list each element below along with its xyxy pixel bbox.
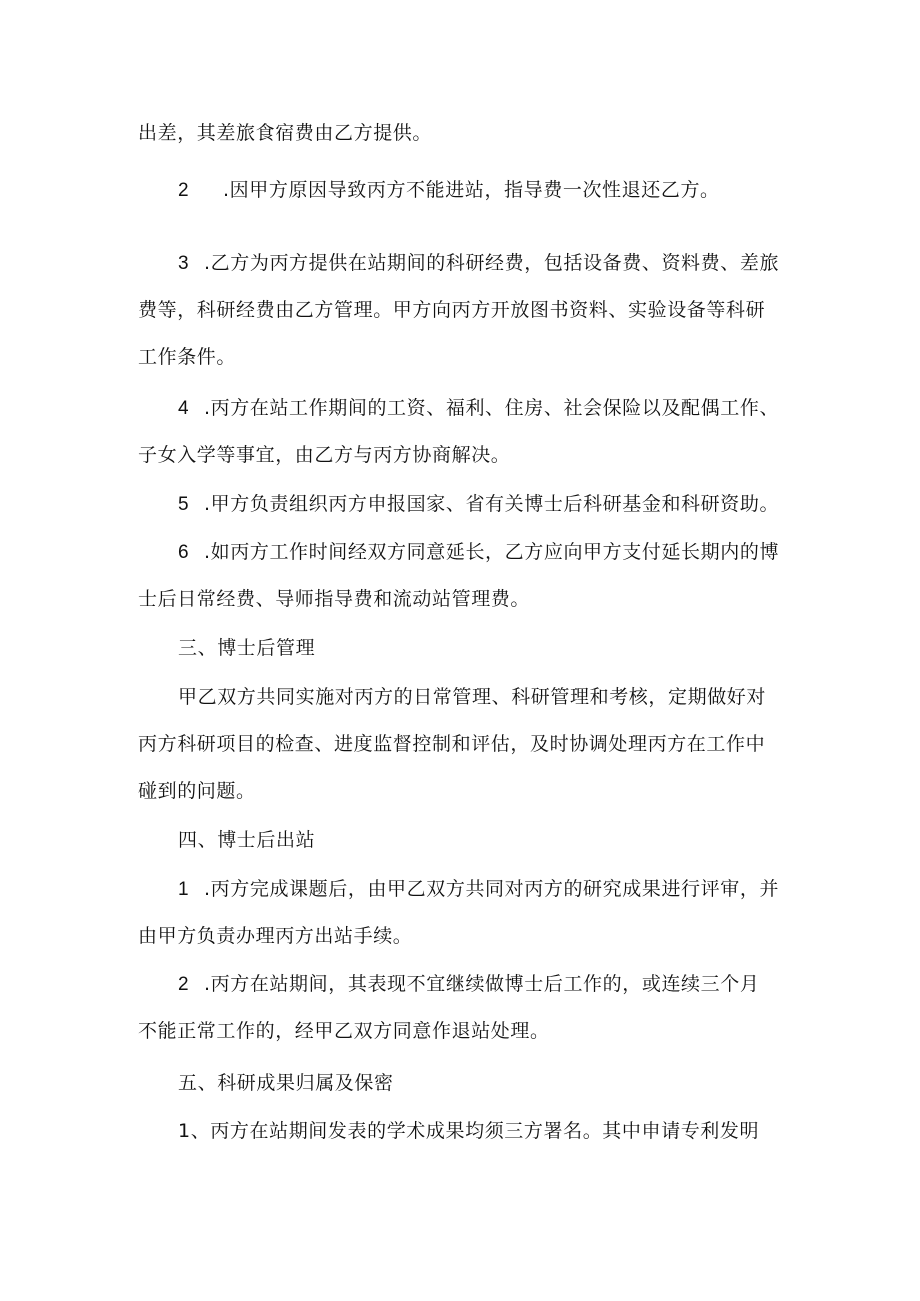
paragraph-line (138, 442, 798, 468)
list-number: 1 (178, 879, 190, 900)
line-text: 丙方科研项目的检查、进度监督控制和评估，及时协调处理丙方在工作中 (138, 733, 766, 755)
list-number: 2 (178, 974, 190, 995)
line-text: .如丙方工作时间经双方同意延长，乙方应向甲方支付延长期内的博 (204, 541, 780, 563)
line-text: 由甲方负责办理丙方出站手续。 (138, 925, 413, 947)
line-text: .丙方在站期间，其表现不宜继续做博士后工作的，或连续三个月 (204, 973, 760, 995)
line-text: .甲方负责组织丙方申报国家、省有关博士后科研基金和科研资助。 (204, 493, 780, 515)
line-text: .丙方完成课题后，由甲乙双方共同对丙方的研究成果进行评审，并 (204, 878, 780, 900)
line-text: 出差，其差旅食宿费由乙方提供。 (138, 122, 433, 144)
line-text: .因甲方原因导致丙方不能进站，指导费一次性退还乙方。 (223, 179, 720, 201)
list-number: 6 (178, 542, 190, 563)
line-text: 不能正常工作的，经甲乙双方同意作退站处理。 (138, 1020, 550, 1042)
paragraph-line (138, 1018, 798, 1044)
line-text: 工作条件。 (138, 346, 237, 368)
list-number: 2 (178, 180, 190, 201)
paragraph-line (138, 731, 798, 757)
line-text: 1、丙方在站期间发表的学术成果均须三方署名。其中申请专利发明 (178, 1120, 760, 1142)
section-heading-5 (178, 1070, 838, 1096)
paragraph-line (138, 120, 798, 146)
list-number: 3 (178, 253, 190, 274)
line-text: .乙方为丙方提供在站期间的科研经费，包括设备费、资料费、差旅 (204, 252, 780, 274)
line-text: 士后日常经费、导师指导费和流动站管理费。 (138, 588, 531, 610)
paragraph-line (138, 923, 798, 949)
list-number: 4 (178, 398, 190, 419)
list-item-6 (178, 539, 838, 566)
list-item-1 (178, 876, 838, 903)
list-item-4 (178, 395, 838, 422)
paragraph-line (138, 586, 798, 612)
section-heading-text: 五、科研成果归属及保密 (178, 1072, 394, 1094)
list-item-5 (178, 491, 838, 518)
list-item-3 (178, 250, 838, 277)
list-item-2 (178, 177, 838, 204)
list-item-2b (178, 971, 838, 998)
line-text: 子女入学等事宜，由乙方与丙方协商解决。 (138, 444, 511, 466)
paragraph-line (138, 778, 798, 804)
line-text: .丙方在站工作期间的工资、福利、住房、社会保险以及配偶工作、 (204, 397, 780, 419)
paragraph-line (178, 1118, 838, 1144)
line-text: 甲乙双方共同实施对丙方的日常管理、科研管理和考核，定期做好对 (178, 686, 767, 708)
section-heading-text: 四、博士后出站 (178, 829, 316, 851)
paragraph-line (178, 684, 838, 710)
paragraph-line (138, 297, 798, 323)
line-text: 碰到的问题。 (138, 780, 256, 802)
paragraph-line (138, 344, 798, 370)
section-heading-4 (178, 827, 838, 853)
section-heading-text: 三、博士后管理 (178, 637, 316, 659)
line-text: 费等，科研经费由乙方管理。甲方向丙方开放图书资料、实验设备等科研 (138, 299, 766, 321)
section-heading-3 (178, 635, 838, 661)
list-number: 5 (178, 494, 190, 515)
